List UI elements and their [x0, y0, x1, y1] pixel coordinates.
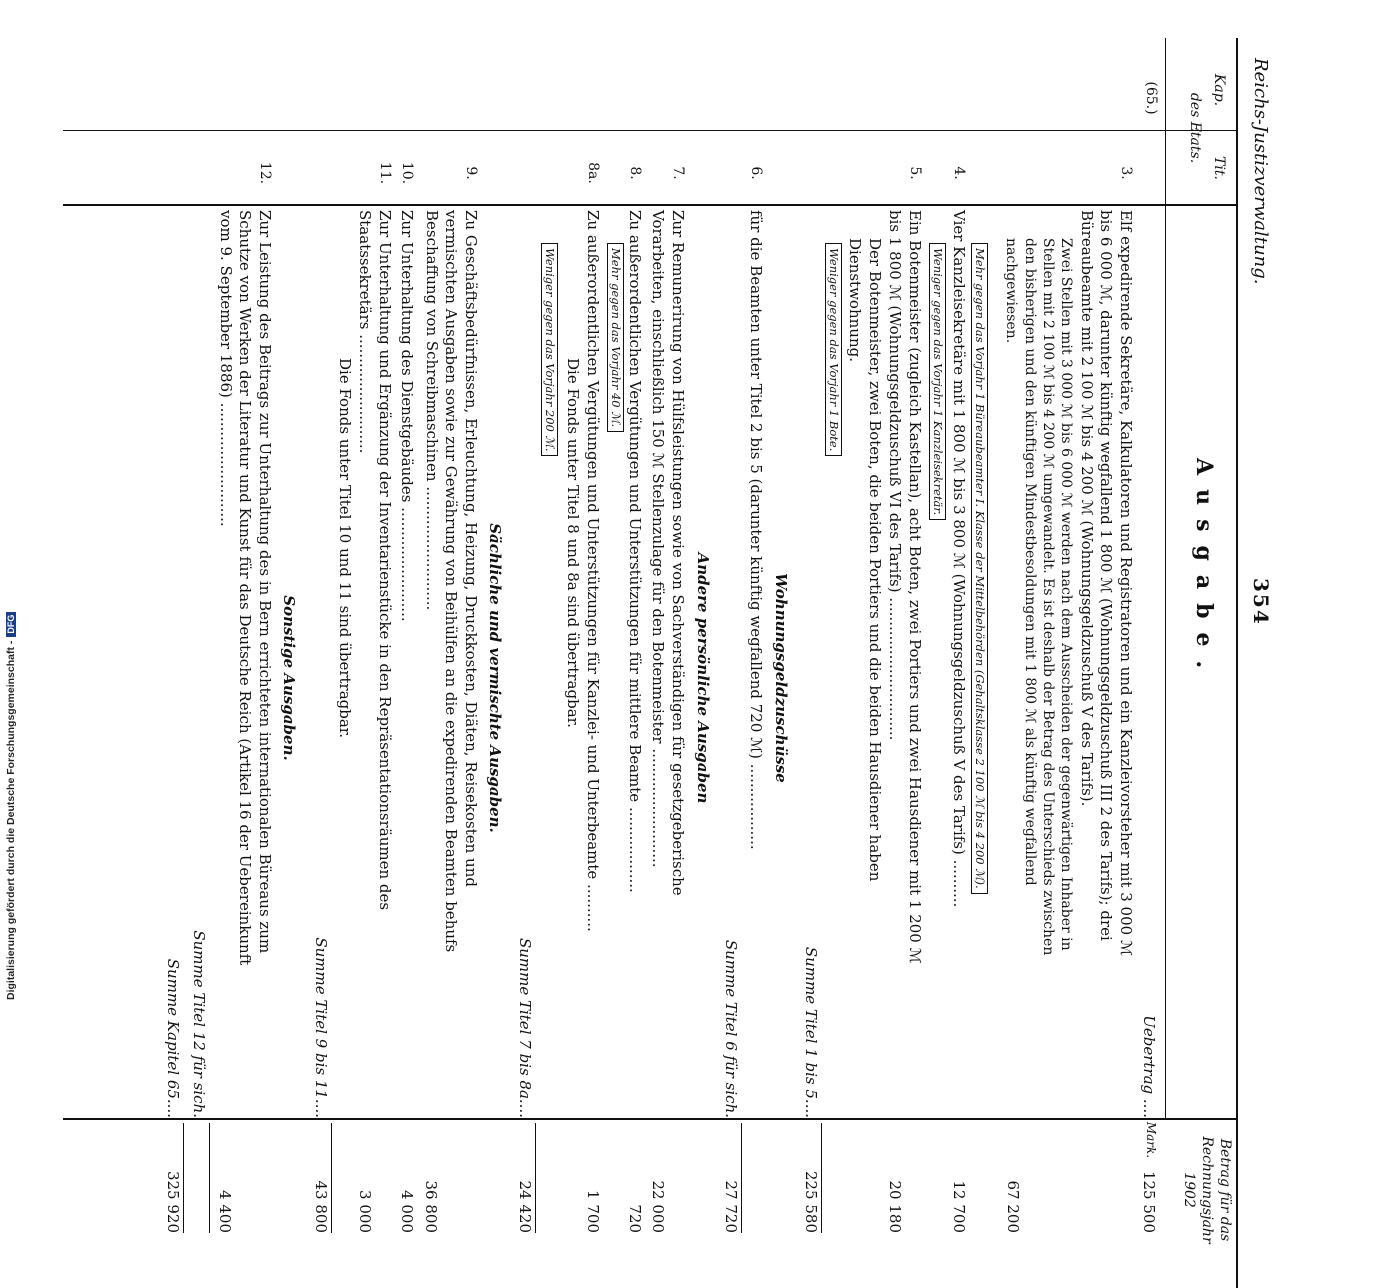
- kapitel-number: (65.): [1143, 81, 1159, 115]
- subtotal-amount: 43 800: [312, 1180, 330, 1233]
- header-rule: [1165, 38, 1166, 1118]
- subtotal-label: Summe Titel 9 bis 11....: [312, 937, 330, 1118]
- tit-number: 8.: [627, 166, 643, 180]
- row-text: für die Beamten unter Titel 2 bis 5 (darunter künftig wegfallend 720 ℳ) ..................: [747, 210, 765, 850]
- row-text: Der Botenmeister, zwei Boten, die beiden Portiers und die beiden Hausdiener haben Dienstwohnung.: [846, 238, 884, 882]
- change-note: Weniger gegen das Vorjahr 200 ℳ.: [541, 243, 558, 456]
- sum-rule: [821, 1123, 822, 1233]
- sum-rule: [535, 1123, 536, 1233]
- page-content: [30, 38, 1280, 1244]
- tit-number: 11.: [377, 161, 393, 185]
- change-note: Weniger gegen das Vorjahr 1 Kanzleisekretär.: [929, 243, 946, 520]
- row-amount: 3 000: [356, 1190, 374, 1233]
- row-text: Zwei Stellen mit 3 000 ℳ bis 6 000 ℳ werden nach dem Ausscheiden der gegenwärtigen Inhaber in Stellen mit 2 100 ℳ bis 4 200 ℳ umgewandelt. Es ist deshalb der Betrag des Unterschieds zwischen den bisherigen und den künftigen Mindestbesoldungen mit 1 800 ℳ als künftig wegfallend nachgewiesen.: [1003, 238, 1074, 956]
- change-note: Mehr gegen das Vorjahr 40 ℳ.: [607, 243, 624, 432]
- row-text: Zu außerordentlichen Vergütungen und Unterstützungen für Kanzlei- und Unterbeamte ..........: [584, 210, 602, 932]
- tit-number: 8a.: [585, 162, 601, 184]
- row-text: Vier Kanzleisekretäre mit 1 800 ℳ bis 3 800 ℳ (Wohnungsgeldzuschuß V des Tarifs) ..........: [950, 210, 968, 908]
- sum-rule: [209, 1123, 210, 1233]
- subtotal-amount: 27 720: [722, 1180, 740, 1233]
- row-text: Die Fonds unter Titel 10 und 11 sind übertragbar.: [336, 358, 354, 739]
- uebertrag-label: Uebertrag ....: [1140, 1015, 1158, 1118]
- row-text: Zur Unterhaltung des Dienstgebäudes ........................: [398, 210, 416, 622]
- col-tit-header: Tit.: [1211, 156, 1227, 180]
- subtotal-label: Summe Titel 12 für sich.: [190, 930, 208, 1118]
- kapitel-total-label: Summe Kapitel 65....: [164, 958, 182, 1118]
- section-title: Sächliche und vermischte Ausgaben.: [486, 523, 504, 833]
- row-text: Elf expedirende Sekretäre, Kalkulatoren und Registratoren und ein Kanzleivorsteher mit 3 000 ℳ bis 6 000 ℳ, darunter künftig wegfallend 1 800 ℳ (Wohnungsgeldzuschuß III 2 des Tarifs); drei Büreaubeamte mit 2 100 ℳ bis 4 200 ℳ (Wohnungsgeldzuschuß V des Tarifs).: [1078, 210, 1135, 956]
- row-amount: 720: [626, 1204, 644, 1233]
- tit-col-rule: [63, 204, 1238, 206]
- kapitel-total-amount: 325 920: [164, 1170, 182, 1233]
- row-amount: 67 200: [1004, 1180, 1022, 1233]
- row-amount: 4 000: [398, 1190, 416, 1233]
- col-unit-header: Mark.: [1144, 1121, 1158, 1159]
- digitization-note: [0, 0, 22, 1000]
- col-etats-header: des Etats.: [1187, 92, 1203, 164]
- tit-number: 9.: [463, 166, 479, 180]
- tit-number: 7.: [670, 166, 686, 180]
- row-amount: 22 000: [649, 1180, 667, 1233]
- tit-number: 6.: [748, 166, 764, 180]
- col-kap-header: Kap.: [1211, 73, 1227, 107]
- subtotal-label: Summe Titel 6 für sich.: [722, 939, 740, 1118]
- section-title: Sonstige Ausgaben.: [280, 595, 298, 761]
- running-title: Reichs-Justizverwaltung.: [1250, 58, 1271, 285]
- page-number: 354: [1249, 578, 1273, 626]
- row-amount: 12 700: [950, 1180, 968, 1233]
- tit-number: 3.: [1118, 166, 1134, 180]
- row-amount: 36 800: [422, 1180, 440, 1233]
- change-note: Weniger gegen das Vorjahr 1 Bote.: [825, 243, 842, 456]
- section-heading: Ausgabe.: [1191, 458, 1217, 683]
- kap-col-rule: [63, 130, 1238, 131]
- tit-number: 5.: [907, 166, 923, 180]
- top-rule: [1236, 38, 1238, 1288]
- subtotal-label: Summe Titel 1 bis 5....: [802, 946, 820, 1118]
- sum-rule: [331, 1123, 332, 1233]
- row-text: Zu Geschäftsbedürfnissen, Erleuchtung, Heizung, Druckkosten, Diäten, Reisekosten und vermischten Ausgaben sowie zur Gewährung von Beihülfen an die expedirenden Beamten behufs Beschaffung von Schreibmaschinen ..........................: [423, 210, 480, 953]
- row-text: Zur Remunerirung von Hülfsleistungen sowie von Sachverständigen für gesetzgeberische Vorarbeiten, einschließlich 150 ℳ Stellenzulage für den Botenmeister .........................: [649, 210, 687, 896]
- row-text: Ein Botenmeister (zugleich Kastellan), acht Boten, zwei Portiers und zwei Hausdiener mit 1 200 ℳ bis 1 800 ℳ (Wohnungsgeldzuschuß VI des Tarifs) ..............................: [886, 210, 924, 964]
- section-title: Andere persönliche Ausgaben: [694, 552, 712, 804]
- scanned-page: [30, 38, 1280, 1244]
- subtotal-label: Summe Titel 7 bis 8a....: [516, 937, 534, 1118]
- digitization-note-text: Digitalisierung gefördert durch die Deutsche Forschungsgemeinschaft -: [5, 640, 17, 1000]
- row-text: Zur Unterhaltung und Ergänzung der Inventarienstücke in den Repräsentationsräumen des Staatssekretärs .........................: [356, 210, 394, 911]
- row-amount: 20 180: [886, 1180, 904, 1233]
- tit-number: 10.: [399, 161, 415, 185]
- uebertrag-amount: 125 500: [1140, 1170, 1158, 1233]
- row-text: Die Fonds unter Titel 8 und 8a sind übertragbar.: [564, 358, 582, 728]
- tit-number: 4.: [951, 166, 967, 180]
- col-amount-header: Betrag für das Rechnungsjahr 1902: [1180, 1136, 1233, 1244]
- section-title: Wohnungsgeldzuschüsse: [772, 573, 790, 783]
- sum-rule: [183, 1123, 184, 1233]
- row-text: Zu außerordentlichen Vergütungen und Unterstützungen für mittlere Beamte ..................: [626, 210, 644, 893]
- subtotal-amount: 24 420: [516, 1180, 534, 1233]
- amount-col-rule: [63, 1118, 1238, 1120]
- tit-number: 12.: [257, 161, 273, 185]
- row-amount: 1 700: [584, 1190, 602, 1233]
- row-text: Zur Leistung des Beitrags zur Unterhaltung des in Bern errichteten internationalen Büreaus zum Schutze von Werken der Literatur und Kunst für das Deutsche Reich (Artikel 16 der Uebereinkunft vom 9. September 1886) ..........................: [217, 210, 274, 966]
- sum-rule: [741, 1123, 742, 1233]
- subtotal-amount: 225 580: [802, 1170, 820, 1233]
- dfg-logo: DFG: [6, 612, 16, 637]
- row-amount: 4 400: [216, 1190, 234, 1233]
- change-note: Mehr gegen das Vorjahr 1 Büreaubeamter I. Klasse der Mittelbehörden (Gehaltsklasse 2 100 ℳ bis 4 200 ℳ).: [971, 243, 988, 894]
